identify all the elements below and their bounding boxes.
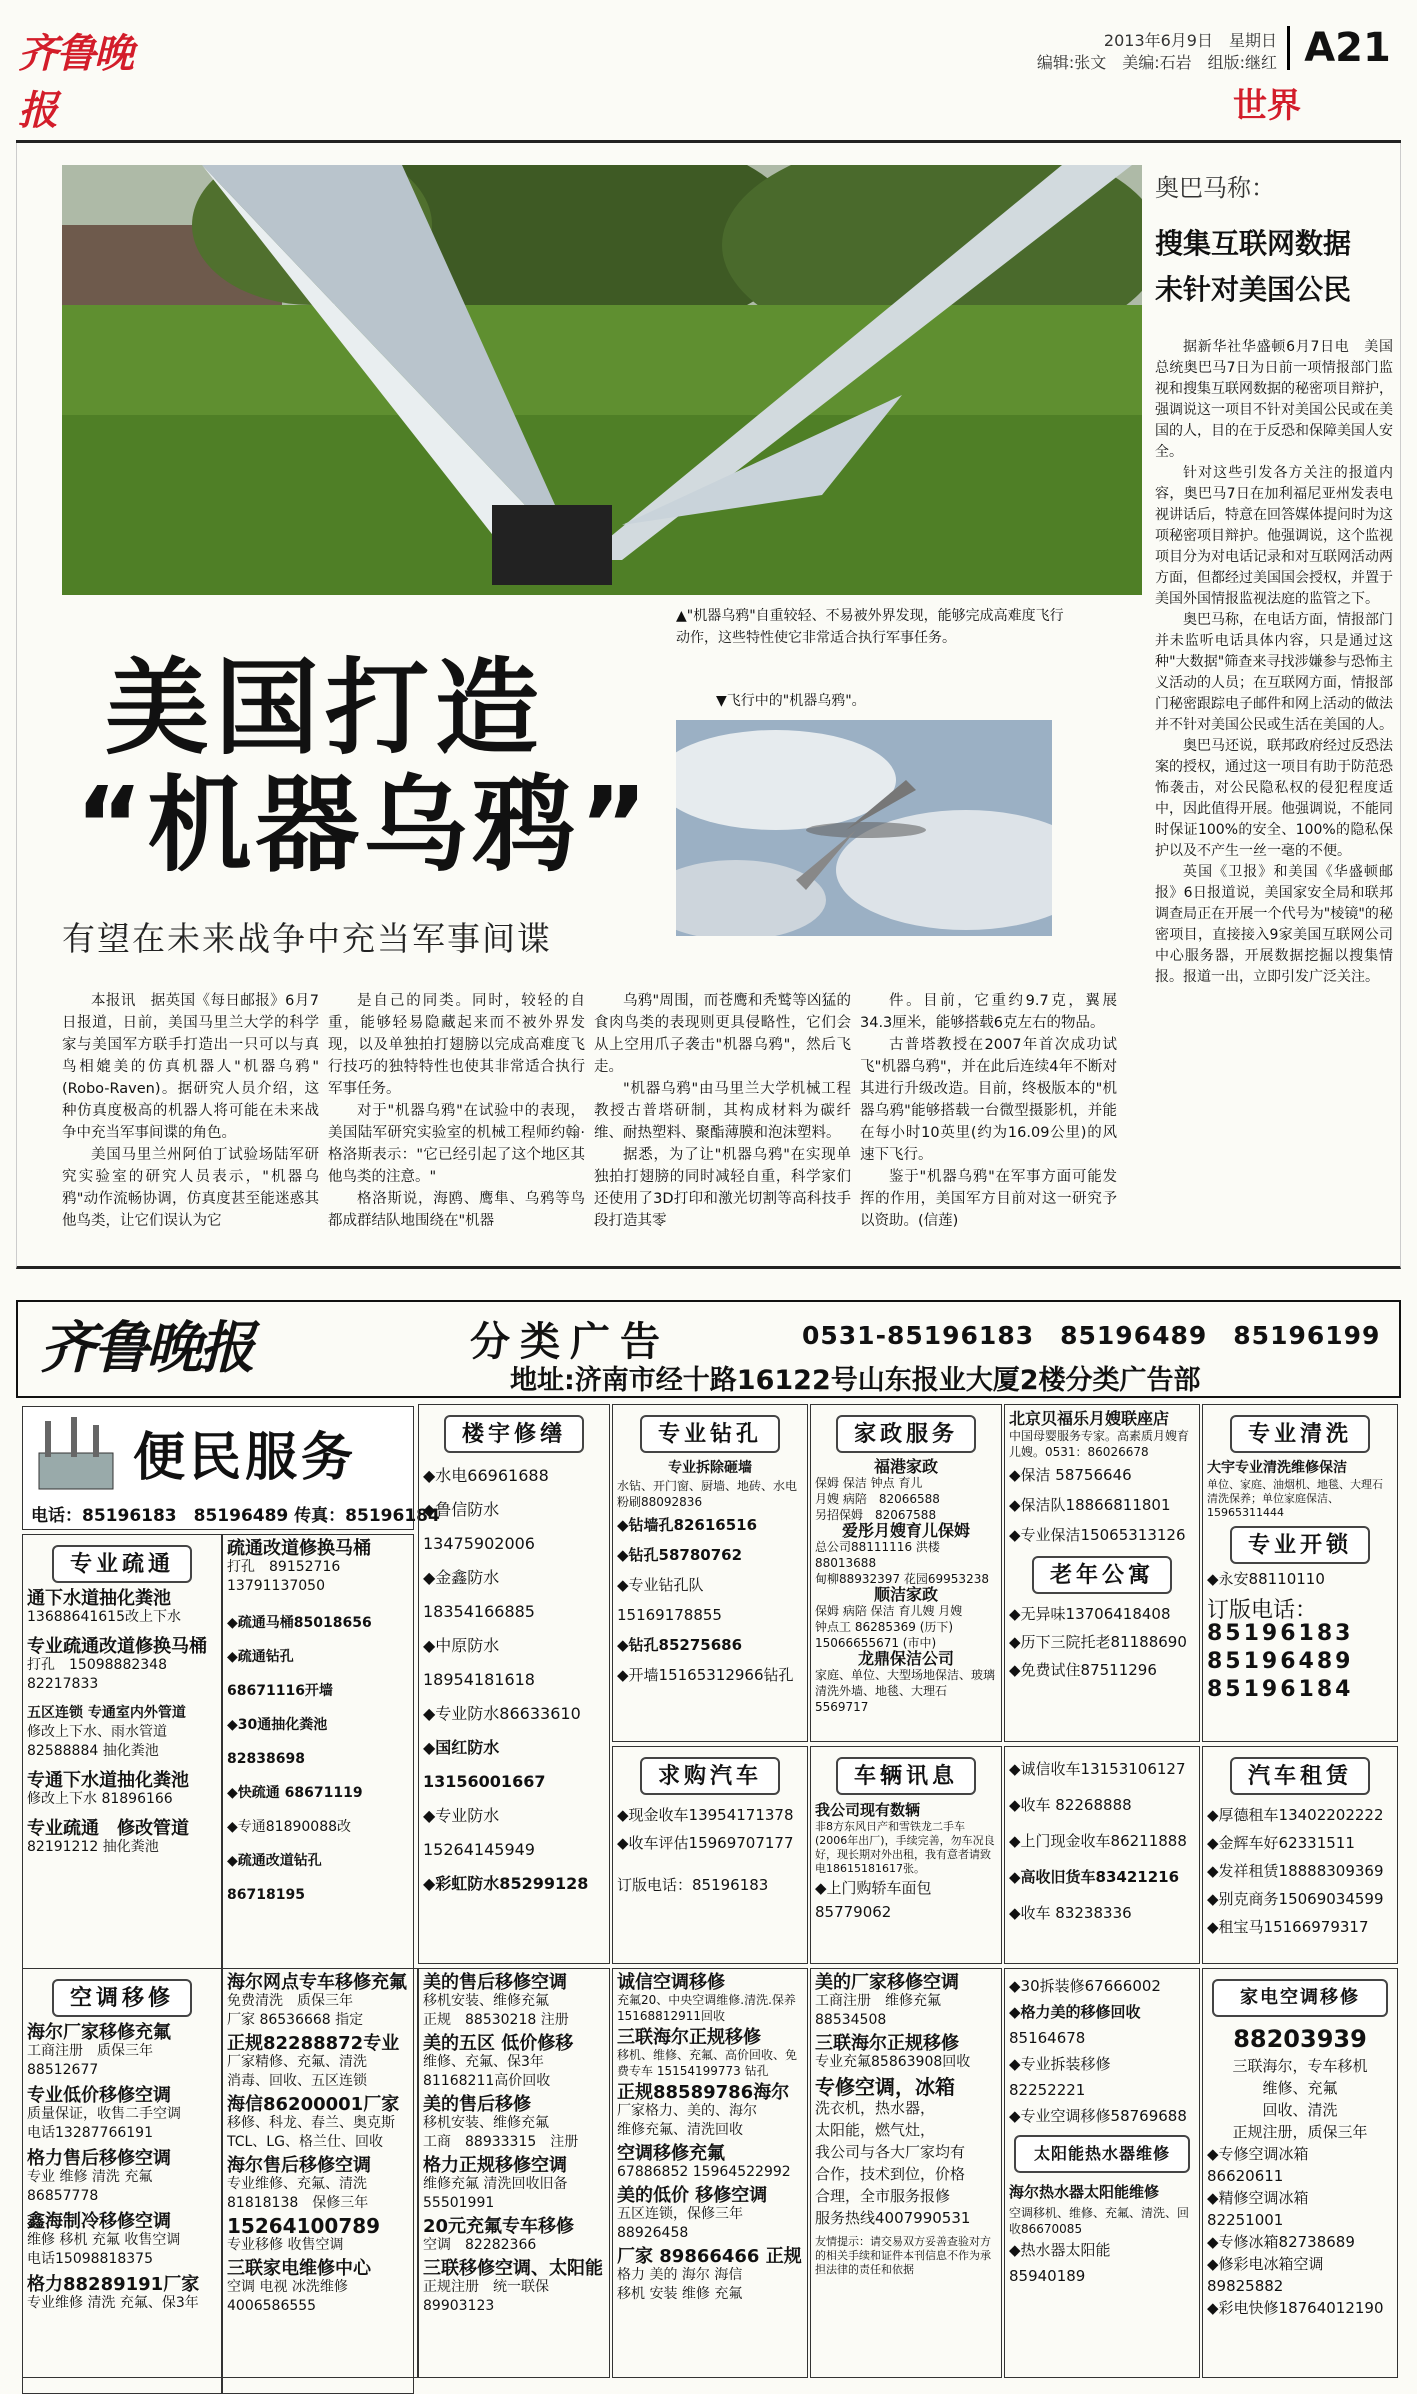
- ad-line: 15169178855: [617, 1606, 722, 1624]
- ad-line: 美的低价 移修空调: [617, 2185, 768, 2206]
- ad-line: 85164678: [1009, 2029, 1086, 2047]
- ad-line: ◆别克商务15069034599: [1207, 1890, 1384, 1908]
- ad-line: 海尔热水器太阳能维修: [1009, 2183, 1160, 2201]
- disclaimer: 友情提示：请交易双方妥善查验对方的相关手续和证件本刊信息不作为承担法律的责任和依据: [815, 2235, 991, 2276]
- ad-line: 美的厂家移修空调: [815, 1972, 959, 1993]
- paragraph: 奥巴马称，在电话方面，情报部门并未监听电话具体内容，只是通过这种"大数据"筛查来寻找涉嫌参与恐怖主义活动的人员；在互联网方面，情报部门秘密跟踪电子邮件和网上活动的做法并不针对美国公民或生活在美国的人。: [1155, 612, 1393, 733]
- paragraph: 乌鸦"周围，而苍鹰和秃鹫等凶猛的食肉鸟类的表现则更具侵略性，它们会从上空用爪子袭击"机器乌鸦"，然后飞走。: [594, 993, 851, 1075]
- ad-line: ◆专业防水86633610: [423, 1704, 581, 1723]
- photo-caption-1: ▲"机器乌鸦"自重较轻、不易被外界发现，能够完成高难度飞行动作，这些特性使它非常适合执行军事任务。: [676, 608, 1064, 646]
- ad-line: ◆上门现金收车86211888: [1009, 1832, 1187, 1850]
- paragraph: 英国《卫报》和美国《华盛顿邮报》6日报道说，美国家安全局和联邦调查局正在开展一个代号为"棱镜"的秘密项目，直接接入9家美国互联网公司中心服务器，开展数据挖掘以搜集情报。报道一出，立即引发广泛关注。: [1155, 864, 1393, 985]
- article-column-3: [594, 990, 851, 1232]
- ad-line: 工商 88933315 注册: [423, 2134, 579, 2150]
- ad-line: ◆专修冰箱82738689: [1207, 2233, 1355, 2251]
- ad-line: ◆彩虹防水85299128: [423, 1874, 589, 1893]
- ad-line: ◆专业保洁15065313126: [1009, 1526, 1186, 1544]
- sidebar-article: [1155, 168, 1393, 988]
- ad-line: ◆开墙15165312966钻孔: [617, 1666, 794, 1684]
- ad-line: ◆免费试住87511296: [1009, 1661, 1157, 1679]
- ad-line: 55501991: [423, 2195, 495, 2211]
- ad-line: 移机安装、维修充氟: [423, 2115, 549, 2131]
- building-box: [418, 1404, 610, 1964]
- flying-raven-photo: [676, 720, 1052, 936]
- ad-line: ◆收车 83238336: [1009, 1904, 1132, 1922]
- ad-line: 打孔 89152716: [227, 1559, 341, 1575]
- paragraph: 古普塔教授在2007年首次成功试飞"机器乌鸦"，并在此后连续4年不断对其进行升级改造。目前，终极版本的"机器乌鸦"能够搭载一台微型摄影机，并能在每小时10英里(约为16.09公里)的风速下飞行。: [860, 1037, 1117, 1163]
- paragraph: 奥巴马还说，联邦政府经过反恐法案的授权，通过这一项目有助于防范恐怖袭击，对公民隐私权的侵犯程度适中，因此值得开展。他强调说，不能同时保证100%的安全、100%的隐私保护以及不产生一丝一毫的不便。: [1155, 738, 1393, 859]
- ad-line: 88512677: [27, 2062, 99, 2078]
- ad-line: 我公司与各大厂家均有: [815, 2143, 966, 2161]
- solar-tag: 太阳能热水器维修: [1014, 2135, 1190, 2173]
- ad-line: 移机、维修、充氟、高价回收、免费专车 15154199773 钻孔: [617, 2048, 798, 2078]
- ad-line: 专业疏通改道修换马桶: [27, 1636, 207, 1657]
- issue-date: 2013年6月9日 星期日: [1103, 31, 1277, 50]
- housekeeping-box: [810, 1404, 1002, 1742]
- classified-logo: 齐鲁晚报: [40, 1315, 252, 1381]
- ad-line: 专通下水道抽化粪池: [27, 1770, 189, 1791]
- lock-tag: 专业开锁: [1230, 1526, 1370, 1564]
- car-rental-tag: 汽车租赁: [1230, 1757, 1370, 1795]
- cleaning-tag: 专业清洗: [1230, 1415, 1370, 1453]
- sidebar-kicker: 奥巴马称：: [1155, 174, 1275, 202]
- ad-line: 三联海尔正规移修: [617, 2027, 761, 2048]
- classified-address: 地址:济南市经十路16122号山东报业大厦2楼分类广告部: [510, 1365, 1201, 1396]
- ad-line: ◆无异味13706418408: [1009, 1605, 1171, 1623]
- ad-line: 4006586555: [227, 2298, 317, 2314]
- ac-box-2: [222, 1968, 418, 2378]
- ad-line: 充氟20、中央空调维修.清洗.保养15168812911回收: [617, 1993, 796, 2023]
- ad-line: ◆精修空调冰箱: [1207, 2189, 1309, 2207]
- ad-line: 美的五区 低价修移: [423, 2033, 574, 2054]
- section-title: 世界: [1233, 86, 1301, 126]
- ad-line: 89903123: [423, 2298, 495, 2314]
- ad-line: 86857778: [27, 2188, 99, 2204]
- paragraph: 对于"机器乌鸦"在试验中的表现，美国陆军研究实验室的机械工程师约翰·格洛斯表示："它已经引起了这个地区其他鸟类的注意。": [328, 1103, 585, 1185]
- ad-line: ◆专业钻孔队: [617, 1576, 704, 1594]
- ad-line: ◆专修空调冰箱: [1207, 2145, 1309, 2163]
- ad-line: 18354166885: [423, 1602, 535, 1621]
- paragraph: 据悉，为了让"机器乌鸦"在实现单独拍打翅膀的同时减轻自重，科学家们还使用了3D打印和激光切割等高科技手段打造其零: [594, 1147, 851, 1229]
- ad-line: 钟点工 86285369 (历下): [815, 1620, 954, 1634]
- ad-line: 85196489: [1207, 1649, 1354, 1674]
- robot-raven-photo-art: [62, 165, 1142, 595]
- ad-line: 专业充氟85863908回收: [815, 2054, 971, 2070]
- ad-line: ◆中原防水: [423, 1636, 500, 1655]
- ad-line: 疏通改道修换马桶: [227, 1538, 371, 1559]
- ad-line: 水钻、开门窗、厨墙、地砖、水电粉刷88092836: [617, 1479, 798, 1509]
- ad-line: 正规注册，质保三年: [1232, 2123, 1368, 2141]
- ac-box-6: [1004, 1968, 1200, 2378]
- service-banner: [22, 1406, 440, 1530]
- newspaper-logo: 齐鲁晚报: [18, 30, 132, 134]
- flying-raven-photo-art: [676, 720, 1052, 936]
- ad-line: ◆钻墙孔82616516: [617, 1516, 758, 1534]
- ad-line: 移机 安装 维修 充氟: [617, 2286, 743, 2302]
- ad-line: 格力售后移修空调: [27, 2148, 171, 2169]
- elderly-tag: 老年公寓: [1032, 1556, 1172, 1594]
- ad-line: 免费清洗 质保三年: [227, 1993, 353, 2009]
- ad-line: 13688641615改上下水: [27, 1609, 181, 1625]
- ad-line: ◆专业防水: [423, 1806, 500, 1825]
- ad-line: ◆彩电快修18764012190: [1207, 2299, 1384, 2317]
- ad-line: ◆专通81890088改: [227, 1819, 352, 1835]
- ad-line: 单位、家庭、油烟机、地毯、大理石清洗保养；单位家庭保洁、15965311444: [1207, 1478, 1383, 1519]
- paragraph: 美国马里兰州阿伯丁试验场陆军研究实验室的研究人员表示，"机器乌鸦"动作流畅协调，仿真度甚至能迷惑其他鸟类，让它们误认为它: [62, 1147, 319, 1229]
- ad-line: ◆水电66961688: [423, 1466, 549, 1485]
- classified-phones: 0531-85196183 85196489 85196199: [802, 1321, 1381, 1350]
- ad-line: 中国母婴服务专家。高素质月嫂育儿嫂。0531：86026678: [1009, 1429, 1190, 1459]
- ad-line: 13791137050: [227, 1578, 325, 1594]
- ad-line: ◆收车 82268888: [1009, 1796, 1132, 1814]
- ad-line: 89825882: [1207, 2277, 1284, 2295]
- paragraph: 针对这些引发各方关注的报道内容，奥巴马7日在加利福尼亚州发表电视讲话后，特意在回答媒体提问时为这项秘密项目辩护。他强调说，这个监视项目分为对电话记录和对互联网活动两方面，但都经过美国国会授权，并置于美国外国情报监视法庭的监管之下。: [1155, 465, 1393, 607]
- ad-line: ◆修彩电冰箱空调: [1207, 2255, 1324, 2273]
- ad-line: 美的售后移修空调: [423, 1972, 567, 1993]
- ad-line: 顺洁家政: [873, 1585, 938, 1604]
- ad-line: 81818138 保修三年: [227, 2195, 369, 2211]
- ad-line: ◆高收旧货车83421216: [1009, 1868, 1180, 1886]
- ad-line: 打孔 15098882348: [27, 1657, 167, 1673]
- ad-line: ◆快疏通 68671119: [227, 1785, 363, 1801]
- car-buy-list: [1004, 1746, 1200, 1964]
- ad-line: 专业移修 收售空调: [227, 2237, 344, 2253]
- ad-line: 修改上下水、雨水管道: [27, 1724, 167, 1740]
- ad-line: ◆30通抽化粪池: [227, 1717, 328, 1733]
- headline-line-2: “机器乌鸦”: [75, 764, 652, 886]
- article-column-1: [62, 990, 319, 1232]
- ad-line: 工商注册 质保三年: [27, 2043, 153, 2059]
- ad-line: 85940189: [1009, 2267, 1086, 2285]
- ad-line: 三联海尔，专车移机: [1232, 2057, 1368, 2075]
- ad-line: 86718195: [227, 1887, 305, 1903]
- ad-line: 订版电话：85196183: [617, 1876, 769, 1894]
- ad-line: ◆专业空调移修58769688: [1009, 2107, 1187, 2125]
- ad-line: 维修、充氟: [1262, 2079, 1338, 2097]
- ad-line: ◆保洁 58756646: [1009, 1466, 1132, 1484]
- ad-line: 88926458: [617, 2225, 689, 2241]
- ad-line: 厂家 86536668 指定: [227, 2012, 364, 2028]
- ad-line: ◆疏通改道钻孔: [227, 1853, 322, 1869]
- plumbing-tag: 专业疏通: [52, 1545, 192, 1583]
- masthead-meta: [1037, 30, 1277, 74]
- ad-line: ◆30拆装修67666002: [1009, 1977, 1161, 1995]
- car-rental-box: [1202, 1746, 1398, 1964]
- robot-raven-photo: [62, 165, 1142, 595]
- buy-car-tag: 求购汽车: [640, 1757, 780, 1795]
- ad-line: 20元充氟专车移修: [423, 2216, 575, 2237]
- ac-box-5: [810, 1968, 1002, 2378]
- ad-line: 正规88589786海尔: [617, 2082, 790, 2103]
- ad-line: 82838698: [227, 1751, 305, 1767]
- article-column-2: [328, 990, 585, 1232]
- ad-line: ◆金辉车好62331511: [1207, 1834, 1355, 1852]
- ad-line: 质量保证，收售二手空调: [27, 2106, 181, 2122]
- paragraph: 件。目前，它重约9.7克，翼展34.3厘米，能够搭载6克左右的物品。: [860, 993, 1117, 1031]
- ad-line: 太阳能，燃气灶，: [815, 2121, 936, 2139]
- ad-line: 正规注册 统一联保: [423, 2279, 549, 2295]
- ad-line: ◆厚德租车13402202222: [1207, 1806, 1384, 1824]
- ad-line: ◆疏通马桶85018656: [227, 1615, 372, 1631]
- ad-line: 五区连锁 专通室内外管道: [27, 1705, 186, 1721]
- article-column-4: [860, 990, 1117, 1232]
- ad-line: 格力 美的 海尔 海信: [617, 2267, 743, 2283]
- classified-title: 分类广告: [470, 1319, 670, 1365]
- ad-line: ◆现金收车13954171378: [617, 1806, 794, 1824]
- vehicle-info-tag: 车辆讯息: [836, 1757, 976, 1795]
- building-tag: 楼宇修缮: [444, 1415, 584, 1453]
- ad-line: 专业维修 清洗 充氟、保3年: [27, 2295, 199, 2311]
- ad-line: 诚信空调移修: [617, 1972, 725, 1993]
- ad-line: 空调移机、维修、充氟、清洗、回收86670085: [1009, 2206, 1190, 2236]
- ac-tag: 空调移修: [52, 1979, 192, 2017]
- ad-line: 大宇专业清洗维修保洁: [1207, 1460, 1347, 1476]
- page-number: A21: [1287, 26, 1405, 70]
- ad-line: ◆钻孔85275686: [617, 1636, 743, 1654]
- ad-line: 福港家政: [873, 1457, 938, 1476]
- drilling-tag: 专业钻孔: [640, 1415, 780, 1453]
- ad-line: 海尔厂家移修充氟: [27, 2022, 171, 2043]
- ad-line: 15264100789: [227, 2214, 381, 2238]
- ad-line: 88534508: [815, 2012, 887, 2028]
- ad-line: 18954181618: [423, 1670, 535, 1689]
- ad-line: 保姆 保洁 钟点 育儿: [815, 1476, 923, 1490]
- ac-box-1: [22, 1968, 222, 2378]
- sidebar-headline-2: 未针对美国公民: [1155, 273, 1352, 306]
- sidebar-headline-1: 搜集互联网数据: [1155, 227, 1352, 260]
- ad-line: ◆热水器太阳能: [1009, 2241, 1111, 2259]
- ad-line: 三联移修空调、太阳能: [423, 2258, 603, 2279]
- ad-line: 格力88289191厂家: [27, 2274, 200, 2295]
- ad-line: 厂家 89866466 正规: [617, 2246, 802, 2267]
- ad-line: ◆诚信收车13153106127: [1009, 1760, 1186, 1778]
- ad-line: 厂家精修、充氟、清洗: [227, 2054, 367, 2070]
- ad-line: 维修充氟 清洗回收旧备: [423, 2176, 568, 2192]
- ad-line: 爱彤月嫂育儿保姆: [841, 1521, 970, 1540]
- vehicle-info-box: [810, 1746, 1002, 1964]
- toolbox-icon: [31, 1413, 121, 1493]
- ad-line: 85196184: [1207, 1677, 1354, 1702]
- ad-line: 鑫海制冷移修空调: [27, 2211, 171, 2232]
- ad-line: 82217833: [27, 1676, 99, 1692]
- ad-line: 电话15098818375: [27, 2251, 153, 2267]
- ad-line: 82191212 抽化粪池: [27, 1839, 159, 1855]
- ad-line: 移修、科龙、春兰、奥克斯: [227, 2115, 395, 2131]
- ad-line: ◆租宝马15166979317: [1207, 1918, 1369, 1936]
- ad-line: 68671116开墙: [227, 1683, 333, 1699]
- ac-box-3: [418, 1968, 610, 2378]
- subheadline: 有望在未来战争中充当军事间谍: [62, 919, 552, 958]
- ad-line: ◆国红防水: [423, 1738, 500, 1757]
- ad-line: 北京贝福乐月嫂联座店: [1009, 1409, 1170, 1428]
- ad-line: 服务热线4007990531: [815, 2209, 971, 2227]
- ad-line: 81168211高价回收: [423, 2073, 551, 2089]
- subscription-label: 订版电话：: [1207, 1598, 1318, 1623]
- ad-line: 82251001: [1207, 2211, 1284, 2229]
- ad-line: 三联海尔正规移修: [815, 2033, 959, 2054]
- ad-line: 工商注册 维修充氟: [815, 1993, 941, 2009]
- ad-line: 三联家电维修中心: [227, 2258, 371, 2279]
- appliance-box: [1202, 1968, 1398, 2378]
- ad-line: ◆发祥租赁18888309369: [1207, 1862, 1384, 1880]
- paragraph: 据新华社华盛顿6月7日电 美国总统奥巴马7日为日前一项情报部门监视和搜集互联网数据的秘密项目辩护，强调说这一项目不针对美国公民或在美国的人，目的在于反恐和保障美国人安全。: [1155, 339, 1393, 460]
- ad-line: 专业拆除砸墙: [668, 1460, 752, 1476]
- ad-line: 82252221: [1009, 2081, 1086, 2099]
- appliance-tag: 家电空调移修: [1212, 1979, 1388, 2017]
- ad-line: 家庭、单位、大型场地保洁、玻璃清洗外墙、地毯、大理石5569717: [815, 1668, 996, 1714]
- ad-line: ◆鲁信防水: [423, 1500, 500, 1519]
- cleaning-box: [1202, 1404, 1398, 1742]
- ad-line: 电话13287766191: [27, 2125, 153, 2141]
- ad-line: 消毒、回收、五区连锁: [227, 2073, 367, 2089]
- drilling-box: [612, 1404, 808, 1742]
- service-title: 便民服务: [133, 1428, 358, 1488]
- paragraph: 本报讯 据英国《每日邮报》6月7日报道，日前，美国马里兰大学的科学家与美国军方联手打造出一只可以与真鸟相媲美的仿真机器人"机器乌鸦"(Robo-Raven)。据研究人员介绍，这种仿真度极高的机器人将可能在未来战争中充当军事间谍的角色。: [62, 993, 319, 1141]
- ad-line: 15264145949: [423, 1840, 535, 1859]
- ad-line: 甸柳88932397 花园69953238: [815, 1572, 989, 1586]
- ad-line: ◆保洁队18866811801: [1009, 1496, 1171, 1514]
- ad-line: 修改上下水 81896166: [27, 1791, 173, 1807]
- ad-line: 86620611: [1207, 2167, 1284, 2185]
- editors: 编辑:张文 美编:石岩 组版:继红: [1036, 53, 1277, 72]
- buy-car-box: [612, 1746, 808, 1964]
- ad-line: 海尔售后移修空调: [227, 2155, 371, 2176]
- ad-line: 合作，技术到位，价格: [815, 2165, 966, 2183]
- ad-line: 67886852 15964522992: [617, 2164, 791, 2180]
- ad-line: ◆钻孔58780762: [617, 1546, 743, 1564]
- paragraph: 格洛斯说，海鸥、鹰隼、乌鸦等鸟都成群结队地围绕在"机器: [328, 1191, 585, 1229]
- ad-line: 85779062: [815, 1903, 892, 1921]
- ad-line: 空调移修充氟: [617, 2143, 725, 2164]
- ad-line: 格力正规移修空调: [423, 2155, 567, 2176]
- paragraph: 鉴于"机器乌鸦"在军事方面可能发挥的作用，美国军方目前对这一研究予以资助。(信莲): [860, 1169, 1117, 1229]
- ad-line: ◆金鑫防水: [423, 1568, 500, 1587]
- ad-line: 移机安装、维修充氟: [423, 1993, 549, 2009]
- ad-line: 维修、充氟、保3年: [423, 2054, 544, 2070]
- nanny-box: [1004, 1404, 1200, 1742]
- ad-line: 美的售后移修: [423, 2094, 531, 2115]
- ad-line: 五区连锁，保修三年: [617, 2206, 743, 2222]
- ad-line: 维修充氟、清洗回收: [617, 2122, 743, 2138]
- ad-line: 海尔网点专车移修充氟: [227, 1972, 407, 1993]
- ad-line: TCL、LG、格兰仕、回收: [227, 2134, 383, 2150]
- ad-line: 13156001667: [423, 1772, 546, 1791]
- ad-line: 空调 电视 冰洗维修: [227, 2279, 348, 2295]
- ad-line: ◆格力美的移修回收: [1009, 2003, 1141, 2021]
- ac-box-4: [612, 1968, 808, 2378]
- ad-line: 合理，全市服务报修: [815, 2187, 951, 2205]
- headline-line-1: 美国打造: [105, 647, 546, 769]
- ad-line: ◆历下三院托老81188690: [1009, 1633, 1187, 1651]
- ad-line: 总公司88111116 洪楼88013688: [815, 1540, 940, 1570]
- housekeeping-tag: 家政服务: [836, 1415, 976, 1453]
- ad-line: 保姆 病陪 保洁 育儿嫂 月嫂: [815, 1604, 963, 1618]
- ad-line: 专业维修、充氟、清洗: [227, 2176, 367, 2192]
- ad-line: 82588884 抽化粪池: [27, 1743, 159, 1759]
- ad-line: 通下水道抽化粪池: [27, 1588, 171, 1609]
- ad-line: ◆永安88110110: [1207, 1570, 1325, 1588]
- ad-line: 厂家格力、美的、海尔: [617, 2103, 757, 2119]
- ad-line: 回收、清洗: [1262, 2101, 1338, 2119]
- ad-line: ◆上门购轿车面包: [815, 1879, 932, 1897]
- ad-line: 88203939: [1233, 2025, 1367, 2053]
- ad-line: 专修空调，冰箱: [815, 2075, 955, 2099]
- ad-line: 专业疏通 修改管道: [27, 1818, 189, 1839]
- sidebar-body: [1155, 337, 1393, 988]
- ad-line: ◆收车评估15969707177: [617, 1834, 794, 1852]
- ad-line: 月嫂 病陪 82066588: [815, 1492, 940, 1506]
- ad-line: 洗衣机，热水器，: [815, 2099, 936, 2117]
- ad-line: 13475902006: [423, 1534, 535, 1553]
- ad-line: 专业 维修 清洗 充氟: [27, 2169, 153, 2185]
- ad-line: 另招保姆 82067588: [815, 1508, 937, 1522]
- ad-line: 正规82288872专业: [227, 2033, 400, 2054]
- ad-line: 海信86200001厂家: [227, 2094, 400, 2115]
- ad-line: 非8方东风日产和雪铁龙二手车(2006年出厂)，手续完善，勿车况良好，现长期对外出租，我有意者请致电18615181617张。: [815, 1820, 995, 1875]
- ad-line: ◆专业拆装移修: [1009, 2055, 1111, 2073]
- paragraph: 是自己的同类。同时，较轻的自重，能够轻易隐藏起来而不被外界发现，以及单独拍打翅膀以完成高难度飞行技巧的独特特性也使其非常适合执行军事任务。: [328, 993, 585, 1097]
- ad-line: 15066655671 (市中): [815, 1636, 937, 1650]
- service-phone: 电话：85196183 85196489 传真：85196184: [31, 1506, 440, 1526]
- paragraph: "机器乌鸦"由马里兰大学机械工程教授古普塔研制，其构成材料为碳纤维、耐热塑料、聚酯薄膜和泡沫塑料。: [594, 1081, 851, 1141]
- ad-line: 正规 88530218 注册: [423, 2012, 569, 2028]
- ad-line: ◆疏通钻孔: [227, 1649, 294, 1665]
- photo-caption-2: ▼飞行中的"机器乌鸦"。: [716, 693, 866, 709]
- ad-line: 我公司现有数辆: [815, 1801, 921, 1819]
- ad-line: 维修 移机 充氟 收售空调: [27, 2232, 181, 2248]
- ad-line: 空调 82282366: [423, 2237, 537, 2253]
- ad-line: 专业低价移修空调: [27, 2085, 171, 2106]
- ad-line: 85196183: [1207, 1621, 1354, 1646]
- ad-line: 龙鼎保洁公司: [857, 1649, 954, 1668]
